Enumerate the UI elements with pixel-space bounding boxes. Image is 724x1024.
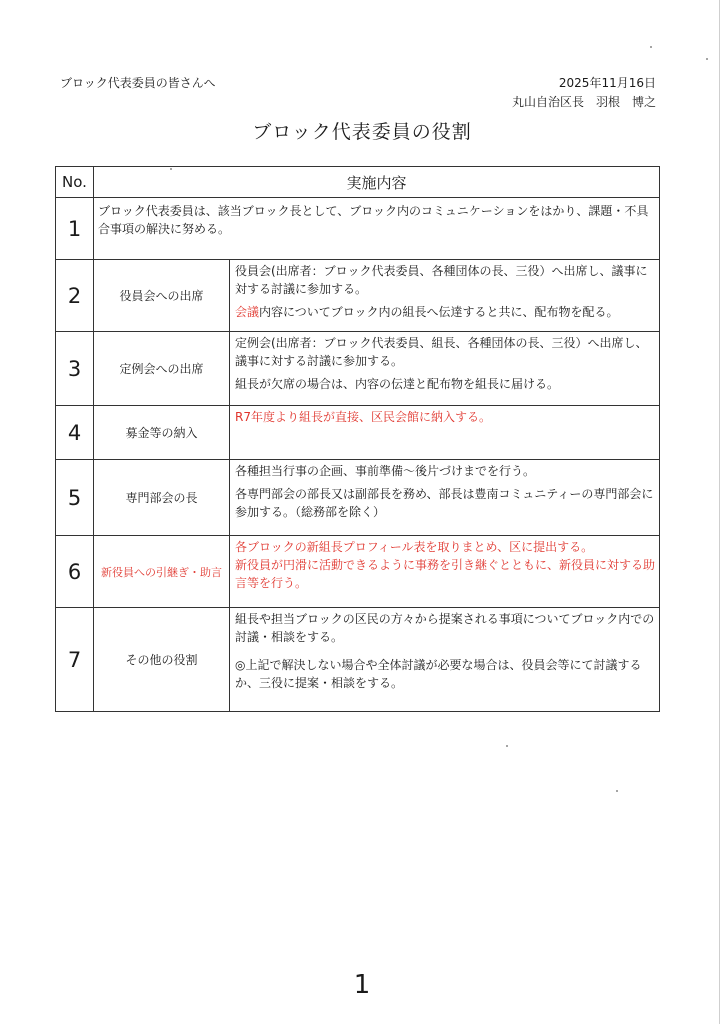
row-content bbox=[230, 406, 660, 460]
content-paragraph: 各種担当行事の企画、事前準備～後片づけまでを行う。 bbox=[235, 464, 536, 478]
row-number: 3 bbox=[56, 332, 94, 406]
row-item: 新役員への引継ぎ・助言 bbox=[94, 536, 230, 608]
content-paragraph: 各専門部会の部長又は副部長を務め、部長は豊南コミュニティーの専門部会に参加する。（総務部を除く） bbox=[235, 487, 654, 519]
row-content bbox=[230, 260, 660, 332]
content-paragraph: ◎上記で解決しない場合や全体討議が必要な場合は、役員会等にて討議するか、三役に提案・相談をする。 bbox=[235, 658, 642, 690]
row-content bbox=[230, 332, 660, 406]
row-number: 2 bbox=[56, 260, 94, 332]
row-number: 7 bbox=[56, 608, 94, 712]
row-item: 役員会への出席 bbox=[94, 260, 230, 332]
page-number: 1 bbox=[353, 970, 371, 1000]
content-paragraph: 定例会(出席者：ブロック代表委員、組長、各種団体の長、三役）へ出席し、議事に対する討議に参加する。 bbox=[235, 336, 648, 368]
row-content bbox=[230, 536, 660, 608]
content-paragraph bbox=[235, 303, 655, 321]
document-date: 2025年11月16日 bbox=[558, 76, 656, 90]
scan-speck bbox=[506, 745, 508, 747]
document-title: ブロック代表委員の役割 bbox=[252, 121, 472, 143]
addressee: ブロック代表委員の皆さんへ bbox=[60, 76, 216, 90]
content-paragraph: 新役員が円滑に活動できるように事務を引き継ぐとともに、新役員に対する助言等を行う。 bbox=[235, 558, 656, 590]
content-paragraph: 役員会(出席者：ブロック代表委員、各種団体の長、三役）へ出席し、議事に対する討議に参加する。 bbox=[235, 264, 648, 296]
table-row bbox=[56, 198, 660, 260]
content-paragraph: 組長や担当ブロックの区民の方々から提案される事項についてブロック内での討議・相談をする。 bbox=[235, 612, 655, 644]
scan-speck bbox=[706, 58, 708, 60]
table-row bbox=[56, 608, 660, 712]
header-no: No. bbox=[56, 167, 94, 198]
sender: 丸山自治区長 羽根 博之 bbox=[511, 95, 656, 109]
content-text: 内容についてブロック内の組長へ伝達すると共に、配布物を配る。 bbox=[259, 305, 619, 319]
row-number: 1 bbox=[56, 198, 94, 260]
table-row bbox=[56, 260, 660, 332]
content-paragraph: R7年度より組長が直接、区民会館に納入する。 bbox=[235, 410, 491, 424]
highlighted-text: 会議 bbox=[235, 305, 260, 319]
content-paragraph: 各ブロックの新組長プロフィール表を取りまとめ、区に提出する。 bbox=[235, 540, 594, 554]
row-item: 定例会への出席 bbox=[94, 332, 230, 406]
table-row bbox=[56, 332, 660, 406]
row-item: その他の役割 bbox=[94, 608, 230, 712]
table-header-row bbox=[56, 167, 660, 198]
table-row bbox=[56, 460, 660, 536]
row-number: 5 bbox=[56, 460, 94, 536]
scan-speck bbox=[170, 168, 172, 170]
page-edge bbox=[719, 0, 720, 1024]
row-item: 募金等の納入 bbox=[94, 406, 230, 460]
table-row bbox=[56, 406, 660, 460]
roles-table bbox=[55, 166, 660, 712]
scan-speck bbox=[616, 790, 618, 792]
row-content bbox=[230, 460, 660, 536]
scan-speck bbox=[650, 46, 652, 48]
row-number: 6 bbox=[56, 536, 94, 608]
row-content bbox=[230, 608, 660, 712]
header-content: 実施内容 bbox=[94, 167, 660, 198]
table-row bbox=[56, 536, 660, 608]
content-paragraph: 組長が欠席の場合は、内容の伝達と配布物を組長に届ける。 bbox=[235, 377, 560, 391]
row-item: 専門部会の長 bbox=[94, 460, 230, 536]
row-number: 4 bbox=[56, 406, 94, 460]
row-content: ブロック代表委員は、該当ブロック長として、ブロック内のコミュニケーションをはかり、課題・不具合事項の解決に努める。 bbox=[94, 198, 660, 260]
